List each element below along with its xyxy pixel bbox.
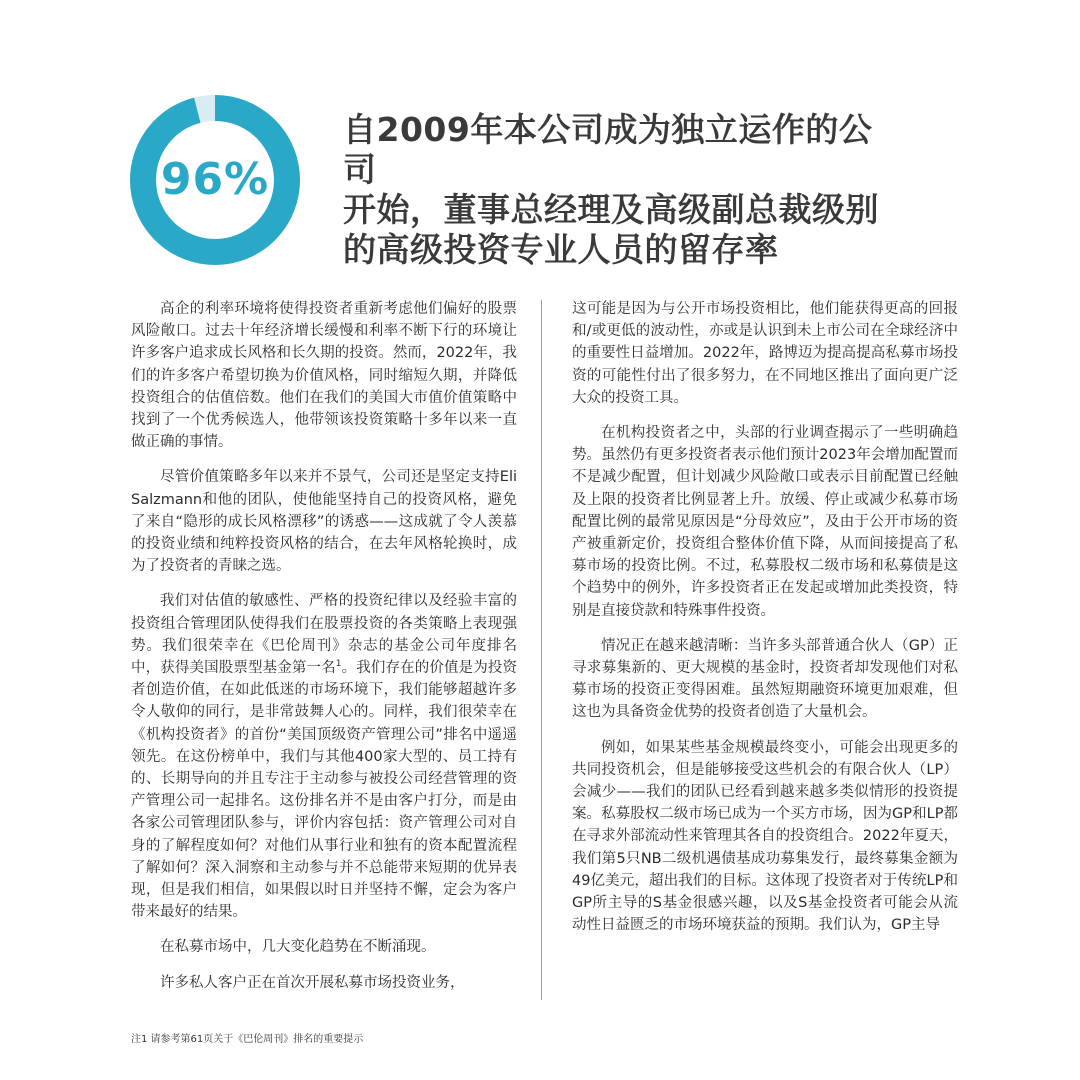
right-column xyxy=(572,298,958,949)
headline-line-3: 的高级投资专业人员的留存率 xyxy=(343,230,779,269)
paragraph-text: 。我们存在的价值是为投资者创造价值，在如此低迷的市场环境下，我们能够超越许多令人敬仰的同行，是非常鼓舞人心的。同样，我们很荣幸在《机构投资者》的首份“美国顶级资产管理公司”排名中遥遥领先。在这份榜单中，我们与其他400家大型的、员工持有的、长期导向的并且专注于主动参与被投公司经营管理的资产管理公司一起排名。这份排名并不是由客户打分，而是由各家公司管理团队参与，评价内容包括：资产管理公司对自身的了解程度如何？对他们从事行业和独有的资本配置流程了解如何？深入洞察和主动参与并不总能带来短期的优异表现，但是我们相信，如果假以时日并坚持不懈，定会为客户带来最好的结果。 xyxy=(131,660,518,921)
paragraph: 例如，如果某些基金规模最终变小，可能会出现更多的共同投资机会，但是能够接受这些机会的有限合伙人（LP）会减少——我们的团队已经看到越来越多类似情形的投资提案。私募股权二级市场已成为一个买方市场，因为GP和LP都在寻求外部流动性来管理其各自的投资组合。2022年夏天，我们第5只NB二级机遇债基成功募集发行，最终募集金额为49亿美元，超出我们的目标。这体现了投资者对于传统LP和GP所主导的S基金很感兴趣，以及S基金投资者可能会从流动性日益匮乏的市场环境获益的预期。我们认为，GP主导 xyxy=(572,739,958,934)
paragraph: 这可能是因为与公开市场投资相比，他们能获得更高的回报和/或更低的波动性，亦或是认识到未上市公司在全球经济中的重要性日益增加。2022年，路博迈为提高提高私募市场投资的可能性付出了很多努力，在不同地区推出了面向更广泛大众的投资工具。 xyxy=(572,301,958,406)
headline-line-2: 开始，董事总经理及高级副总裁级别 xyxy=(343,190,879,229)
paragraph: 高企的利率环境将使得投资者重新考虑他们偏好的股票风险敞口。过去十年经济增长缓慢和利率不断下行的环境让许多客户追求成长风格和长久期的投资。然而，2022年，我们的许多客户希望切换为价值风格，同时缩短久期，并降低投资组合的估值倍数。他们在我们的美国大市值价值策略中找到了一个优秀候选人，他带领该投资策略十多年以来一直做正确的事情。 xyxy=(131,301,517,451)
paragraph: 尽管价值策略多年以来并不景气，公司还是坚定支持Eli Salzmann和他的团队，使他能坚持自己的投资风格，避免了来自“隐形的成长风格漂移”的诱惑——这成就了令人羡慕的投资业绩和纯粹投资风格的结合，在去年风格轮换时，成为了投资者的青睐之选。 xyxy=(131,469,517,575)
paragraph: 在机构投资者之中，头部的行业调查揭示了一些明确趋势。虽然仍有更多投资者表示他们预计2023年会增加配置而不是减少配置，但计划减少风险敞口或表示目前配置已经触及上限的投资者比例显著上升。放缓、停止或减少私募市场配置比例的最常见原因是“分母效应”，及由于公开市场的资产被重新定价，投资组合整体价值下降，从而间接提高了私募市场的投资比例。不过，私募股权二级市场和私募债是这个趋势中的例外，许多投资者正在发起或增加此类投资，特别是直接贷款和特殊事件投资。 xyxy=(572,425,958,619)
headline xyxy=(343,110,903,270)
paragraph xyxy=(131,590,517,923)
footnote-marker: 1 xyxy=(335,659,342,670)
retention-gauge xyxy=(130,95,300,265)
paragraph: 许多私人客户正在首次开展私募市场投资业务， xyxy=(160,974,465,991)
footnote: 注1 请参考第61页关于《巴伦周刊》排名的重要提示 xyxy=(131,1034,364,1045)
paragraph-text: 我们对估值的敏感性、严格的投资纪律以及经验丰富的投资组合管理团队使得我们在股票投资的各类策略上表现强势。我们很荣幸在《巴伦周刊》杂志的基金公司年度排名中，获得美国股票型基金第一名 xyxy=(131,593,517,677)
left-column xyxy=(131,298,517,1007)
headline-line-1: 自2009年本公司成为独立运作的公司 xyxy=(343,110,873,189)
paragraph: 情况正在越来越清晰：当许多头部普通合伙人（GP）正寻求募集新的、更大规模的基金时，投资者却发现他们对私募市场的投资正变得困难。虽然短期融资环境更加艰难，但这也为具备资金优势的投资者创造了大量机会。 xyxy=(572,637,958,721)
retention-percentage: 96% xyxy=(160,154,270,205)
paragraph: 在私募市场中，几大变化趋势在不断涌现。 xyxy=(160,939,436,956)
column-divider xyxy=(541,300,542,1000)
